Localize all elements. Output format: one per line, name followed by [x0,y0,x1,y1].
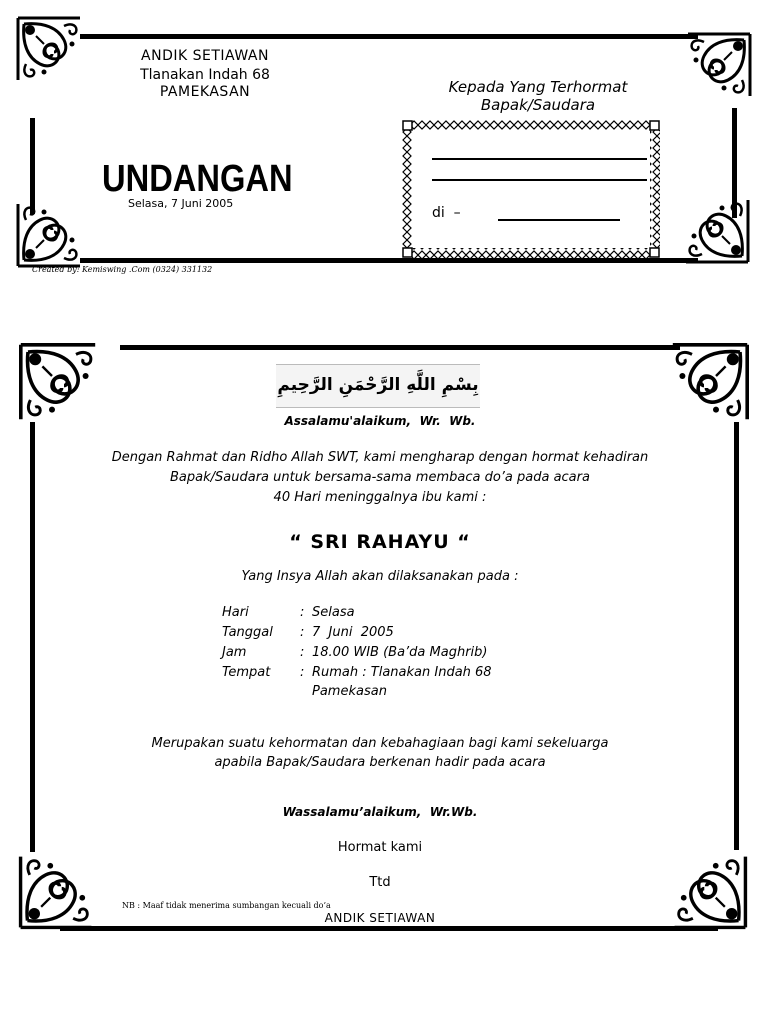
sender-city: PAMEKASAN [159,84,251,100]
letter-top-border [120,345,680,350]
detail-colon: : [300,665,305,680]
detail-value: 18.00 WIB (Ba’da Maghrib) [312,645,488,660]
address-line-di [498,219,620,221]
cover-top-border [80,34,698,39]
address-box-border [402,120,660,258]
intro-line-3: 40 Hari meninggalnya ibu kami : [273,490,487,505]
recipient-heading-2: Bapak/Saudara [480,96,596,114]
corner-ornament-icon [668,340,752,424]
bismillah-text: بِسْمِ اللَّهِ الرَّحْمَنِ الرَّحِيمِ [277,375,479,395]
recipient-heading-1: Kepada Yang Terhormat [448,78,628,96]
detail-key: Tanggal [222,625,273,640]
detail-colon: : [300,625,305,640]
detail-value: Selasa [312,605,355,620]
corner-ornament-icon [16,852,96,932]
intro-line-1: Dengan Rahmat dan Ridho Allah SWT, kami mengharap dengan hormat kehadiran [111,450,649,465]
detail-key: Tempat [222,665,271,680]
respect: Hormat kami [337,840,423,855]
signature-ttd: Ttd [369,875,391,890]
cover-date: Selasa, 7 Juni 2005 [128,197,234,210]
sender-name: ANDIK SETIAWAN [141,48,269,64]
corner-ornament-icon [682,196,752,266]
closing-line-2: apabila Bapak/Saudara berkenan hadir pada acara [214,755,546,770]
detail-value: Rumah : Tlanakan Indah 68 [312,665,492,680]
closing-line-1: Merupakan suatu kehormatan dan kebahagiaan bagi kami sekeluarga [151,736,609,751]
letter-right-border [734,422,739,850]
corner-ornament-icon [684,30,754,100]
letter-bottom-border [60,926,718,931]
deceased-name: “ SRI RAHAYU “ [289,531,471,553]
address-line-2 [432,179,647,181]
note: NB : Maaf tidak menerima sumbangan kecuali do’a [122,901,331,910]
farewell: Wassalamu’alaikum, Wr.Wb. [282,805,478,819]
cover-bottom-border [80,258,698,263]
detail-value: Pamekasan [312,684,387,699]
corner-ornament-icon [16,340,100,424]
sender-address: Tlanakan Indah 68 [140,67,270,83]
letter-left-border [30,422,35,852]
detail-colon: : [300,605,305,620]
corner-ornament-icon [14,14,84,84]
detail-colon: : [300,645,305,660]
di-label: di – [432,205,461,221]
detail-key: Hari [222,605,249,620]
corner-ornament-icon [14,200,84,270]
greeting: Assalamu'alaikum, Wr. Wb. [284,414,476,428]
address-line-1 [432,158,647,160]
intro-line-2: Bapak/Saudara untuk bersama-sama membaca do’a pada acara [170,470,590,485]
cover-title: UNDANGAN [102,158,293,200]
corner-ornament-icon [670,852,750,932]
will-be-held: Yang Insya Allah akan dilaksanakan pada : [241,569,519,584]
bismillah-calligraphy-icon [276,364,480,408]
credit-line: Created by: Kemiswing .Com (0324) 331132 [32,265,213,274]
detail-value: 7 Juni 2005 [312,625,394,640]
signer-name: ANDIK SETIAWAN [324,911,436,925]
detail-key: Jam [222,645,247,660]
